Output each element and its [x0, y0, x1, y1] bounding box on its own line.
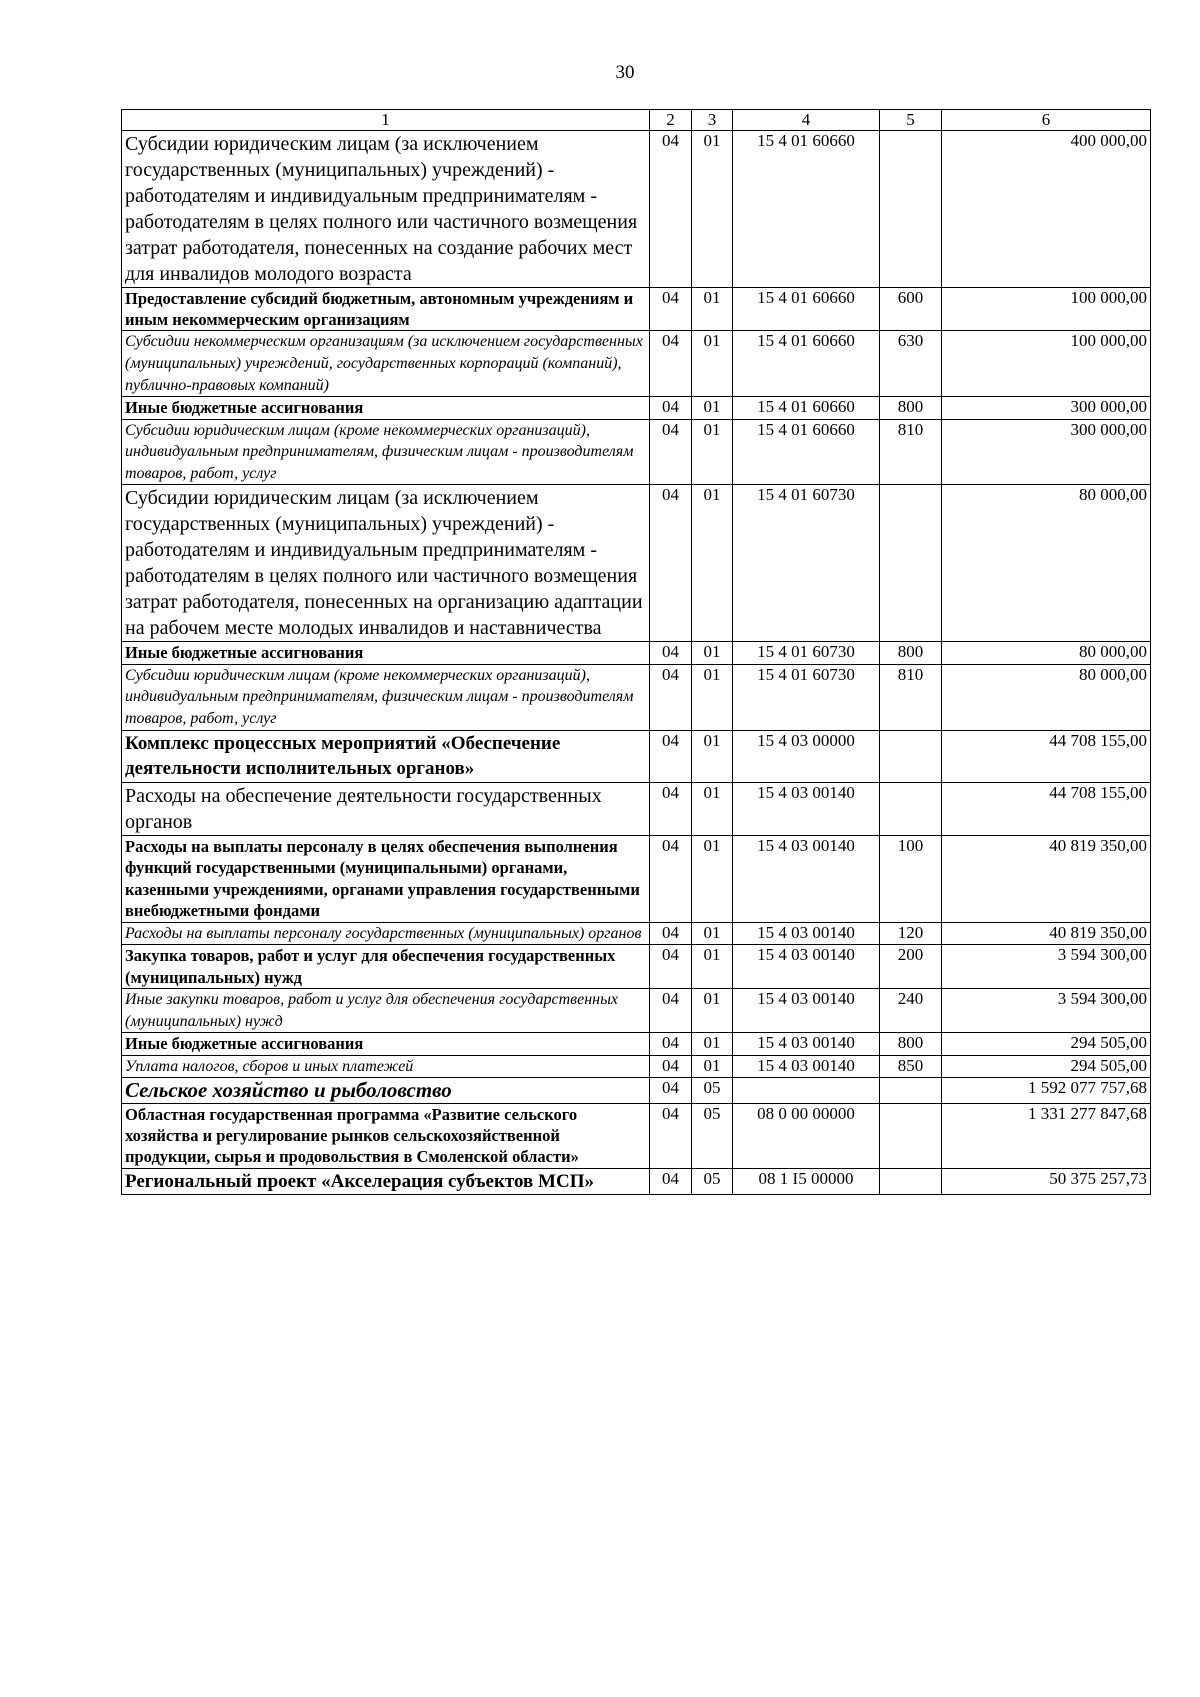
- row-section-cell: 04: [650, 835, 692, 922]
- row-target-code-cell: [733, 1078, 880, 1103]
- row-amount-cell: 294 505,00: [942, 1055, 1151, 1078]
- row-section-cell: 04: [650, 945, 692, 989]
- page-number: 30: [615, 62, 635, 83]
- row-expense-type-cell: [880, 1103, 942, 1168]
- row-expense-type-cell: 600: [880, 287, 942, 331]
- row-name-cell: Комплекс процессных мероприятий «Обеспечение деятельности исполнительных органов»: [122, 730, 650, 782]
- row-amount-cell: 100 000,00: [942, 331, 1151, 397]
- row-expense-type-cell: [880, 130, 942, 287]
- table-row: [122, 945, 1151, 989]
- table-row: [122, 397, 1151, 419]
- table-row: [122, 1078, 1151, 1103]
- row-amount-cell: 294 505,00: [942, 1033, 1151, 1055]
- row-section-cell: 04: [650, 1055, 692, 1078]
- row-expense-type-cell: 850: [880, 1055, 942, 1078]
- row-expense-type-cell: 200: [880, 945, 942, 989]
- table-row: [122, 485, 1151, 642]
- row-section-cell: 04: [650, 642, 692, 664]
- row-name-cell: Иные бюджетные ассигнования: [122, 397, 650, 419]
- table-row: [122, 419, 1151, 485]
- row-subsection-cell: 05: [692, 1103, 733, 1168]
- row-subsection-cell: 01: [692, 1055, 733, 1078]
- row-amount-cell: 80 000,00: [942, 642, 1151, 664]
- row-section-cell: 04: [650, 397, 692, 419]
- row-amount-cell: 100 000,00: [942, 287, 1151, 331]
- row-subsection-cell: 05: [692, 1078, 733, 1103]
- row-section-cell: 04: [650, 922, 692, 945]
- row-target-code-cell: 15 4 03 00140: [733, 945, 880, 989]
- row-subsection-cell: 01: [692, 782, 733, 835]
- row-subsection-cell: 05: [692, 1168, 733, 1195]
- row-name-cell: Расходы на обеспечение деятельности государственных органов: [122, 782, 650, 835]
- column-header: 5: [880, 110, 942, 131]
- row-name-cell: Сельское хозяйство и рыболовство: [122, 1078, 650, 1103]
- row-target-code-cell: 15 4 03 00140: [733, 1033, 880, 1055]
- row-subsection-cell: 01: [692, 287, 733, 331]
- table-row: [122, 1168, 1151, 1195]
- row-subsection-cell: 01: [692, 922, 733, 945]
- row-subsection-cell: 01: [692, 397, 733, 419]
- row-name-cell: Иные бюджетные ассигнования: [122, 642, 650, 664]
- row-section-cell: 04: [650, 130, 692, 287]
- row-expense-type-cell: 800: [880, 1033, 942, 1055]
- row-expense-type-cell: [880, 485, 942, 642]
- row-amount-cell: 400 000,00: [942, 130, 1151, 287]
- row-subsection-cell: 01: [692, 1033, 733, 1055]
- row-expense-type-cell: [880, 782, 942, 835]
- row-target-code-cell: 08 1 I5 00000: [733, 1168, 880, 1195]
- row-target-code-cell: 15 4 01 60660: [733, 287, 880, 331]
- row-subsection-cell: 01: [692, 945, 733, 989]
- row-section-cell: 04: [650, 419, 692, 485]
- row-subsection-cell: 01: [692, 485, 733, 642]
- row-section-cell: 04: [650, 1168, 692, 1195]
- row-amount-cell: 80 000,00: [942, 485, 1151, 642]
- row-amount-cell: 1 592 077 757,68: [942, 1078, 1151, 1103]
- row-section-cell: 04: [650, 1078, 692, 1103]
- row-expense-type-cell: 100: [880, 835, 942, 922]
- row-amount-cell: 1 331 277 847,68: [942, 1103, 1151, 1168]
- row-section-cell: 04: [650, 1103, 692, 1168]
- row-target-code-cell: 15 4 03 00140: [733, 835, 880, 922]
- row-target-code-cell: 15 4 03 00140: [733, 782, 880, 835]
- table-header-row: [122, 110, 1151, 131]
- row-section-cell: 04: [650, 730, 692, 782]
- table-row: [122, 1033, 1151, 1055]
- row-section-cell: 04: [650, 989, 692, 1033]
- row-name-cell: Субсидии юридическим лицам (за исключением государственных (муниципальных) учреждений) - работодателям и индивидуальным предпринимателям - работодателям в целях полного или частичного возмещения затрат работодателя, понесенных на создание рабочих мест для инвалидов молодого возраста: [122, 130, 650, 287]
- row-section-cell: 04: [650, 664, 692, 730]
- row-name-cell: Субсидии юридическим лицам (кроме некоммерческих организаций), индивидуальным предпринимателям, физическим лицам - производителям товаров, работ, услуг: [122, 419, 650, 485]
- row-target-code-cell: 15 4 03 00140: [733, 922, 880, 945]
- row-expense-type-cell: [880, 730, 942, 782]
- table-row: [122, 331, 1151, 397]
- row-name-cell: Предоставление субсидий бюджетным, автономным учреждениям и иным некоммерческим организациям: [122, 287, 650, 331]
- row-section-cell: 04: [650, 782, 692, 835]
- row-target-code-cell: 08 0 00 00000: [733, 1103, 880, 1168]
- column-header: 2: [650, 110, 692, 131]
- row-expense-type-cell: 800: [880, 642, 942, 664]
- row-name-cell: Расходы на выплаты персоналу государственных (муниципальных) органов: [122, 922, 650, 945]
- row-name-cell: Уплата налогов, сборов и иных платежей: [122, 1055, 650, 1078]
- row-amount-cell: 300 000,00: [942, 419, 1151, 485]
- row-expense-type-cell: 240: [880, 989, 942, 1033]
- row-amount-cell: 3 594 300,00: [942, 989, 1151, 1033]
- row-target-code-cell: 15 4 03 00140: [733, 989, 880, 1033]
- row-subsection-cell: 01: [692, 664, 733, 730]
- row-amount-cell: 50 375 257,73: [942, 1168, 1151, 1195]
- row-name-cell: Субсидии юридическим лицам (за исключением государственных (муниципальных) учреждений) - работодателям и индивидуальным предпринимателям - работодателям в целях полного или частичного возмещения затрат работодателя, понесенных на организацию адаптации на рабочем месте молодых инвалидов и наставничества: [122, 485, 650, 642]
- row-target-code-cell: 15 4 01 60660: [733, 130, 880, 287]
- row-section-cell: 04: [650, 331, 692, 397]
- row-name-cell: Иные закупки товаров, работ и услуг для обеспечения государственных (муниципальных) нужд: [122, 989, 650, 1033]
- table-row: [122, 1103, 1151, 1168]
- row-subsection-cell: 01: [692, 835, 733, 922]
- column-header: 3: [692, 110, 733, 131]
- row-expense-type-cell: 800: [880, 397, 942, 419]
- column-header: 4: [733, 110, 880, 131]
- row-amount-cell: 44 708 155,00: [942, 782, 1151, 835]
- table-row: [122, 782, 1151, 835]
- row-section-cell: 04: [650, 287, 692, 331]
- table-row: [122, 730, 1151, 782]
- row-amount-cell: 3 594 300,00: [942, 945, 1151, 989]
- row-expense-type-cell: 810: [880, 419, 942, 485]
- table-row: [122, 922, 1151, 945]
- table-row: [122, 835, 1151, 922]
- column-header: 6: [942, 110, 1151, 131]
- table-row: [122, 664, 1151, 730]
- row-amount-cell: 40 819 350,00: [942, 922, 1151, 945]
- table-row: [122, 1055, 1151, 1078]
- row-target-code-cell: 15 4 01 60660: [733, 419, 880, 485]
- table-row: [122, 287, 1151, 331]
- row-name-cell: Субсидии некоммерческим организациям (за исключением государственных (муниципальных) учреждений, государственных корпораций (компаний), публично-правовых компаний): [122, 331, 650, 397]
- row-name-cell: Расходы на выплаты персоналу в целях обеспечения выполнения функций государственными (муниципальными) органами, казенными учреждениями, органами управления государственными внебюджетными фондами: [122, 835, 650, 922]
- row-expense-type-cell: 810: [880, 664, 942, 730]
- row-subsection-cell: 01: [692, 642, 733, 664]
- row-subsection-cell: 01: [692, 130, 733, 287]
- row-name-cell: Областная государственная программа «Развитие сельского хозяйства и регулирование рынков сельскохозяйственной продукции, сырья и продовольствия в Смоленской области»: [122, 1103, 650, 1168]
- row-subsection-cell: 01: [692, 989, 733, 1033]
- row-amount-cell: 300 000,00: [942, 397, 1151, 419]
- row-expense-type-cell: [880, 1078, 942, 1103]
- row-expense-type-cell: 120: [880, 922, 942, 945]
- row-subsection-cell: 01: [692, 730, 733, 782]
- row-subsection-cell: 01: [692, 331, 733, 397]
- row-target-code-cell: 15 4 03 00140: [733, 1055, 880, 1078]
- row-section-cell: 04: [650, 485, 692, 642]
- table-row: [122, 130, 1151, 287]
- row-target-code-cell: 15 4 01 60660: [733, 331, 880, 397]
- row-section-cell: 04: [650, 1033, 692, 1055]
- row-target-code-cell: 15 4 01 60660: [733, 397, 880, 419]
- row-target-code-cell: 15 4 01 60730: [733, 485, 880, 642]
- row-expense-type-cell: 630: [880, 331, 942, 397]
- row-name-cell: Региональный проект «Акселерация субъектов МСП»: [122, 1168, 650, 1195]
- row-amount-cell: 80 000,00: [942, 664, 1151, 730]
- row-name-cell: Закупка товаров, работ и услуг для обеспечения государственных (муниципальных) нужд: [122, 945, 650, 989]
- budget-table: [121, 109, 1151, 1195]
- row-amount-cell: 44 708 155,00: [942, 730, 1151, 782]
- row-target-code-cell: 15 4 01 60730: [733, 664, 880, 730]
- row-target-code-cell: 15 4 01 60730: [733, 642, 880, 664]
- row-target-code-cell: 15 4 03 00000: [733, 730, 880, 782]
- column-header: 1: [122, 110, 650, 131]
- row-amount-cell: 40 819 350,00: [942, 835, 1151, 922]
- row-name-cell: Иные бюджетные ассигнования: [122, 1033, 650, 1055]
- row-expense-type-cell: [880, 1168, 942, 1195]
- table-row: [122, 642, 1151, 664]
- row-subsection-cell: 01: [692, 419, 733, 485]
- table-row: [122, 989, 1151, 1033]
- row-name-cell: Субсидии юридическим лицам (кроме некоммерческих организаций), индивидуальным предпринимателям, физическим лицам - производителям товаров, работ, услуг: [122, 664, 650, 730]
